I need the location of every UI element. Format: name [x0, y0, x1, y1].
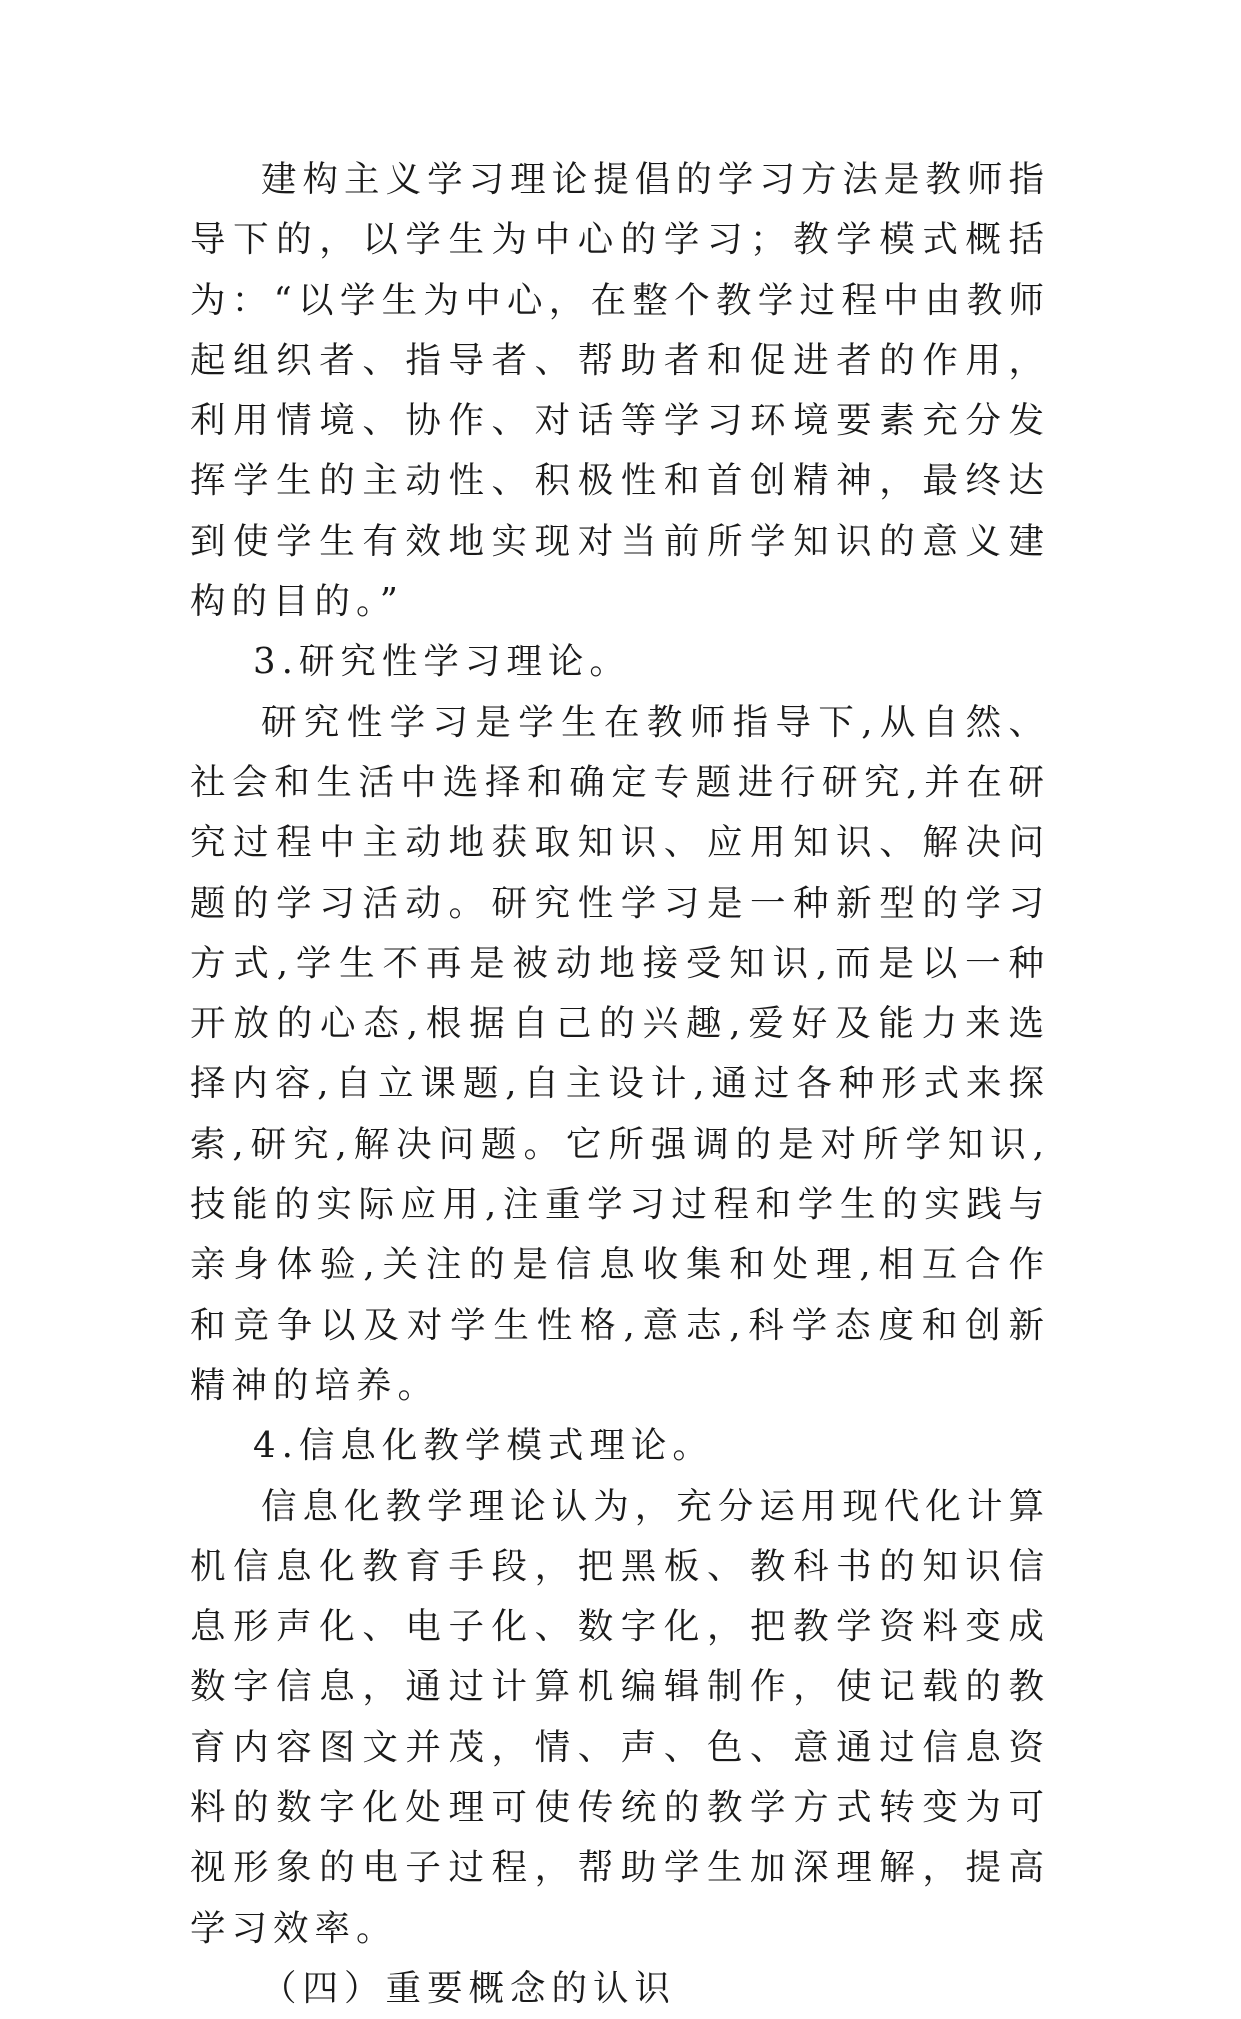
heading-research-learning: 3.研究性学习理论。 — [253, 641, 631, 683]
section-heading-concepts: （四）重要概念的认识 — [261, 1967, 677, 2009]
paragraph-constructivism: 建构主义学习理论提倡的学习方法是教师指导下的，以学生为中心的学习；教学模式概括为：“以学生为中心，在整个教学过程中由教师起组织者、指导者、帮助者和促进者的作用，利用情境、协作、对话等学习环境要素充分发挥学生的主动性、积极性和首创精神，最终达到使学生有效地实现对当前所学知识的意义建构的目的。” — [190, 159, 1050, 623]
document-body — [190, 150, 1050, 2019]
paragraph-research-learning: 研究性学习是学生在教师指导下,从自然、社会和生活中选择和确定专题进行研究,并在研究过程中主动地获取知识、应用知识、解决问题的学习活动。研究性学习是一种新型的学习方式,学生不再是被动地接受知识,而是以一种开放的心态,根据自己的兴趣,爱好及能力来选择内容,自立课题,自主设计,通过各种形式来探索,研究,解决问题。它所强调的是对所学知识,技能的实际应用,注重学习过程和学生的实践与亲身体验,关注的是信息收集和处理,相互合作和竞争以及对学生性格,意志,科学态度和创新精神的培养。 — [190, 701, 1050, 1406]
heading-info-teaching: 4.信息化教学模式理论。 — [253, 1425, 714, 1467]
paragraph-info-teaching: 信息化教学理论认为，充分运用现代化计算机信息化教育手段，把黑板、教科书的知识信息形声化、电子化、数字化，把教学资料变成数字信息，通过计算机编辑制作，使记载的教育内容图文并茂，情、声、色、意通过信息资料的数字化处理可使传统的教学方式转变为可视形象的电子过程，帮助学生加深理解，提高学习效率。 — [190, 1485, 1050, 1949]
